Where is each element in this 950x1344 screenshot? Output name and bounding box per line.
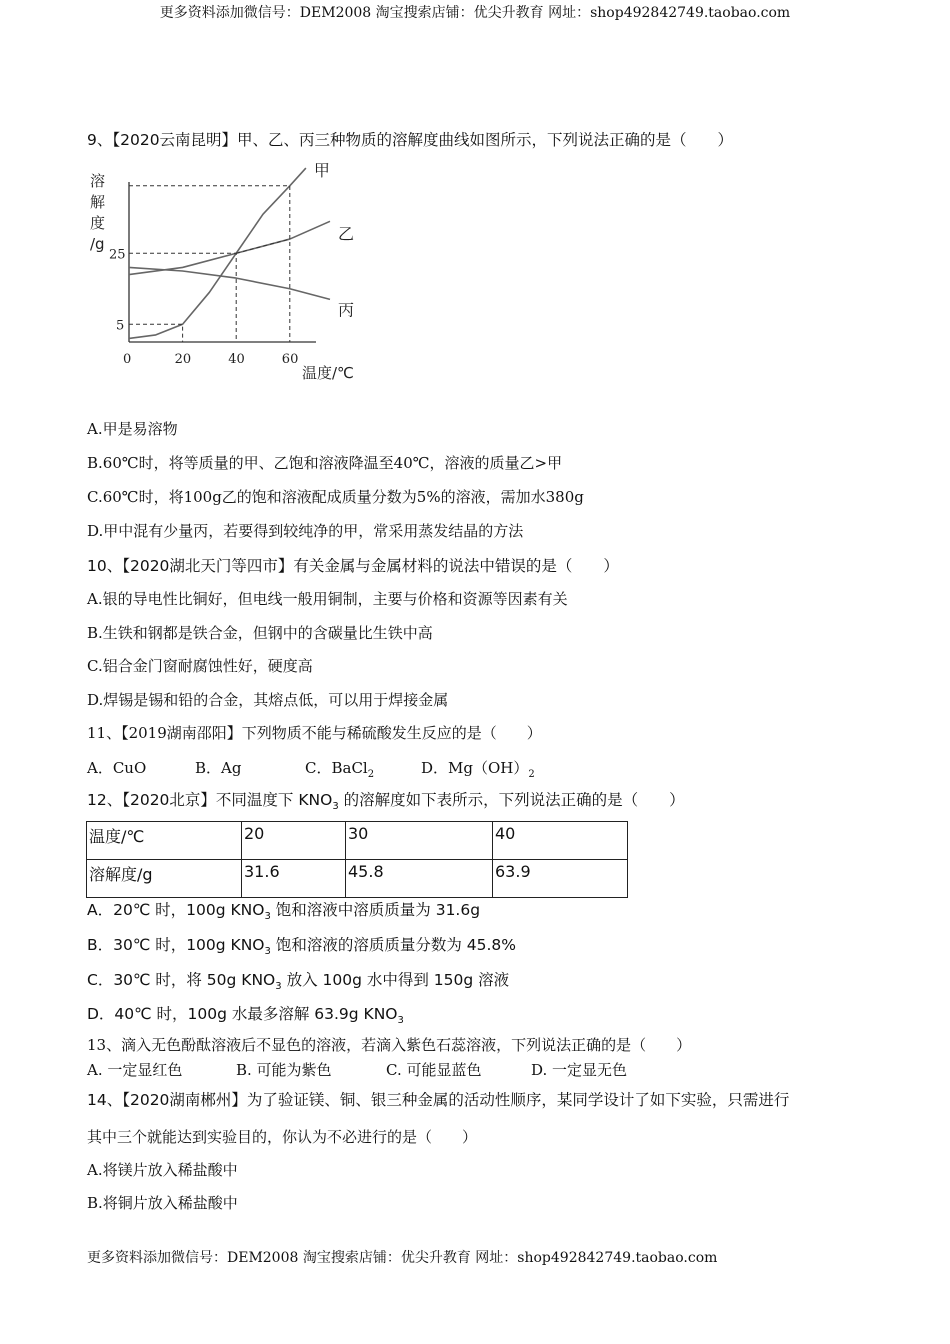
q12-option-d: [87, 1002, 404, 1026]
q10-option-c: C.铝合金门窗耐腐蚀性好，硬度高: [87, 657, 313, 675]
q12-option-c-sub: 3: [275, 981, 282, 993]
q12-stem-sub: 3: [332, 801, 339, 813]
y-axis-label: 解: [90, 193, 106, 211]
q11-option-b: B．Ag: [195, 759, 242, 777]
table-cell: 溶解度/g: [87, 860, 242, 898]
page-footer: 更多资料添加微信号：DEM2008 淘宝搜索店铺：优尖升教育 网址：shop492842749.taobao.com: [87, 1250, 718, 1266]
x-tick-label: 0: [123, 352, 132, 367]
q12-option-b-text: B．30℃ 时，100g KNO: [87, 936, 265, 954]
solubility-chart: [86, 162, 376, 392]
q12-option-c: [87, 968, 509, 992]
q11-option-a: A．CuO: [87, 759, 147, 777]
q14-stem-line2: 其中三个就能达到实验目的，你认为不必进行的是（ ）: [87, 1128, 478, 1146]
table-row: [87, 822, 628, 860]
q10-option-d: D.焊锡是锡和铅的合金，其熔点低，可以用于焊接金属: [87, 691, 449, 709]
y-axis-label: /g: [90, 235, 105, 253]
y-tick-label: 5: [116, 318, 125, 334]
q13-option-c: C. 可能显蓝色: [386, 1061, 482, 1079]
q9-option-d: D.甲中混有少量丙，若要得到较纯净的甲，常采用蒸发结晶的方法: [87, 522, 524, 540]
y-axis-label: 度: [90, 214, 106, 232]
table-cell: 40: [493, 822, 628, 860]
q12-option-a: [87, 898, 480, 922]
q13-option-b: B. 可能为紫色: [236, 1061, 332, 1079]
q9-option-a: A.甲是易溶物: [87, 420, 178, 438]
x-tick-label: 20: [174, 352, 192, 367]
q12-option-a-text-end: 饱和溶液中溶质质量为 31.6g: [270, 901, 481, 919]
page-header: 更多资料添加微信号：DEM2008 淘宝搜索店铺：优尖升教育 网址：shop492842749.taobao.com: [159, 5, 791, 21]
q11-option-d-sub: 2: [528, 769, 535, 780]
q12-option-c-text: C．30℃ 时，将 50g KNO: [87, 971, 276, 989]
q14-option-a: A.将镁片放入稀盐酸中: [87, 1161, 238, 1179]
y-tick-label: 25: [109, 247, 126, 263]
series-乙-line: [129, 221, 330, 274]
table-cell: 20: [242, 822, 346, 860]
q11-option-d-text: D．Mg（OH）: [421, 759, 529, 777]
q9-option-b: B.60℃时，将等质量的甲、乙饱和溶液降温至40℃，溶液的质量乙>甲: [87, 454, 563, 472]
solubility-table: [86, 821, 628, 898]
table-row: [87, 860, 628, 898]
q12-option-d-sub: 3: [397, 1015, 404, 1027]
q10-stem: 10、【2020湖北天门等四市】有关金属与金属材料的说法中错误的是（ ）: [87, 557, 619, 575]
series-label-乙: 乙: [338, 224, 355, 244]
q11-option-c-text: C．BaCl: [305, 759, 368, 777]
q12-option-a-sub: 3: [264, 911, 271, 923]
table-cell: 31.6: [242, 860, 346, 898]
q13-stem: 13、滴入无色酚酞溶液后不显色的溶液，若滴入紫色石蕊溶液，下列说法正确的是（ ）: [87, 1036, 692, 1054]
table-cell: 63.9: [493, 860, 628, 898]
q12-option-d-text: D．40℃ 时，100g 水最多溶解 63.9g KNO: [87, 1005, 398, 1023]
x-tick-label: 60: [281, 352, 299, 367]
q12-option-b-text-end: 饱和溶液的溶质质量分数为 45.8%: [270, 936, 516, 954]
series-label-丙: 丙: [338, 300, 355, 320]
q9-option-c: C.60℃时，将100g乙的饱和溶液配成质量分数为5%的溶液，需加水380g: [87, 488, 584, 506]
q11-option-c: [305, 757, 374, 780]
q12-option-b: [87, 933, 516, 957]
q14-stem-line1: 14、【2020湖南郴州】为了验证镁、铜、银三种金属的活动性顺序，某同学设计了如下实验，只需进行: [87, 1091, 790, 1109]
q13-option-a: A. 一定显红色: [87, 1061, 183, 1079]
q10-option-b: B.生铁和钢都是铁合金，但钢中的含碳量比生铁中高: [87, 624, 433, 642]
q11-stem: 11、【2019湖南邵阳】下列物质不能与稀硫酸发生反应的是（ ）: [87, 724, 542, 742]
q11-option-c-sub: 2: [367, 769, 375, 780]
guide-jia-60: [129, 186, 290, 342]
q11-option-d: [421, 757, 535, 780]
x-tick-label: 40: [228, 352, 245, 367]
q9-stem: 9、【2020云南昆明】甲、乙、丙三种物质的溶解度曲线如图所示，下列说法正确的是（ ）: [87, 131, 734, 149]
q13-option-d: D. 一定显无色: [531, 1061, 628, 1079]
table-cell: 30: [346, 822, 493, 860]
series-label-甲: 甲: [313, 162, 330, 181]
q14-option-b: B.将铜片放入稀盐酸中: [87, 1194, 238, 1212]
q12-stem: [87, 788, 685, 812]
q12-option-c-text-end: 放入 100g 水中得到 150g 溶液: [281, 971, 510, 989]
series-丙-line: [129, 267, 330, 299]
x-axis-label: 温度/℃: [302, 364, 354, 382]
series-甲-line: [129, 168, 306, 338]
q10-option-a: A.银的导电性比铜好，但电线一般用铜制，主要与价格和资源等因素有关: [87, 590, 568, 608]
q12-stem-text: 12、【2020北京】不同温度下 KNO: [87, 791, 333, 809]
table-cell: 温度/℃: [87, 822, 242, 860]
q12-option-a-text: A．20℃ 时，100g KNO: [87, 901, 265, 919]
y-axis-label: 溶: [90, 172, 106, 190]
q12-stem-text-end: 的溶解度如下表所示，下列说法正确的是（ ）: [338, 791, 685, 809]
table-cell: 45.8: [346, 860, 493, 898]
q12-option-b-sub: 3: [264, 946, 271, 958]
